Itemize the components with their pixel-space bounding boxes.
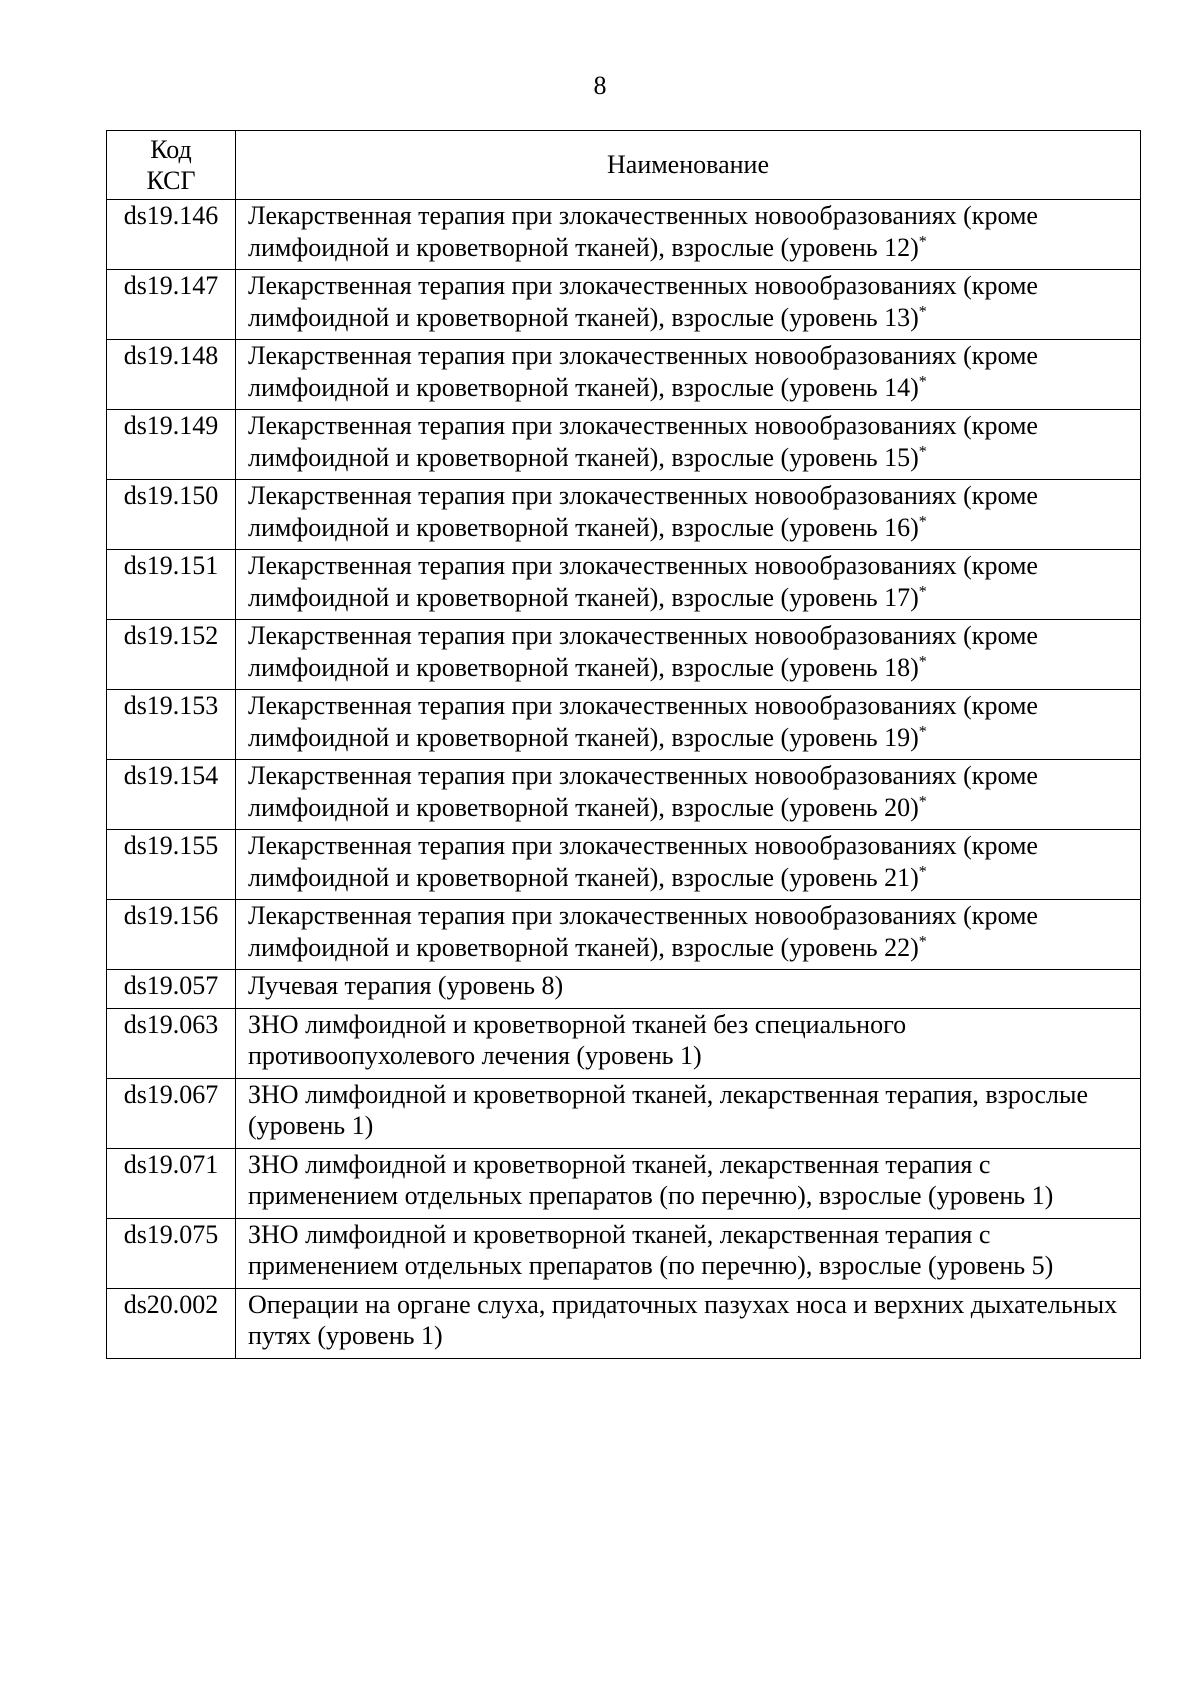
ksg-code-cell: ds20.002 (107, 1288, 236, 1358)
table-row (107, 900, 1141, 970)
page-number: 8 (593, 71, 607, 100)
ksg-code-cell: ds19.150 (107, 480, 236, 550)
table-row (107, 1008, 1141, 1078)
ksg-name-cell (236, 480, 1141, 550)
ksg-code-cell: ds19.075 (107, 1218, 236, 1288)
ksg-name-text: Операции на органе слуха, придаточных пазухах носа и верхних дыхательных путях (уровень 1) (248, 1289, 1118, 1350)
ksg-name-text: Лекарственная терапия при злокачественных новообразованиях (кроме лимфоидной и кроветворной тканей), взрослые (уровень 16) (248, 481, 1038, 542)
ksg-name-cell (236, 550, 1141, 620)
ksg-name-cell (236, 410, 1141, 480)
code-column-header (107, 131, 236, 200)
table-body (107, 200, 1141, 1359)
footnote-mark: * (918, 862, 927, 880)
table-row (107, 830, 1141, 900)
ksg-name-cell (236, 1148, 1141, 1218)
ksg-name-text: ЗНО лимфоидной и кроветворной тканей без специального противоопухолевого лечения (уровень 1) (248, 1009, 907, 1070)
table-row (107, 550, 1141, 620)
ksg-name-cell (236, 200, 1141, 270)
table-row (107, 760, 1141, 830)
footnote-mark: * (918, 652, 927, 670)
table-row (107, 970, 1141, 1009)
ksg-name-cell (236, 1078, 1141, 1148)
footnote-mark: * (918, 372, 927, 390)
ksg-code-cell: ds19.152 (107, 620, 236, 690)
ksg-name-cell (236, 760, 1141, 830)
ksg-name-text: ЗНО лимфоидной и кроветворной тканей, лекарственная терапия с применением отдельных препаратов (по перечню), взрослые (уровень 1) (248, 1149, 1054, 1210)
footnote-mark: * (918, 512, 927, 530)
ksg-code-cell: ds19.071 (107, 1148, 236, 1218)
ksg-code-cell: ds19.149 (107, 410, 236, 480)
table-row (107, 1078, 1141, 1148)
ksg-name-text: Лекарственная терапия при злокачественных новообразованиях (кроме лимфоидной и кроветворной тканей), взрослые (уровень 12) (248, 201, 1038, 262)
footnote-mark: * (918, 232, 927, 250)
ksg-code-cell: ds19.146 (107, 200, 236, 270)
ksg-name-text: Лекарственная терапия при злокачественных новообразованиях (кроме лимфоидной и кроветворной тканей), взрослые (уровень 21) (248, 831, 1038, 892)
ksg-name-cell (236, 690, 1141, 760)
ksg-name-cell (236, 900, 1141, 970)
footnote-mark: * (918, 792, 927, 810)
ksg-code-cell: ds19.156 (107, 900, 236, 970)
ksg-name-text: Лекарственная терапия при злокачественных новообразованиях (кроме лимфоидной и кроветворной тканей), взрослые (уровень 18) (248, 621, 1038, 682)
ksg-name-cell (236, 270, 1141, 340)
ksg-code-cell: ds19.154 (107, 760, 236, 830)
table-row (107, 270, 1141, 340)
table-row (107, 410, 1141, 480)
ksg-name-text: Лучевая терапия (уровень 8) (248, 971, 564, 1000)
table-row (107, 1148, 1141, 1218)
code-header-line2: КСГ (146, 166, 196, 195)
table-row (107, 480, 1141, 550)
footnote-mark: * (918, 722, 927, 740)
footnote-mark: * (918, 582, 927, 600)
ksg-code-cell: ds19.151 (107, 550, 236, 620)
ksg-name-cell (236, 620, 1141, 690)
table-header-row (107, 131, 1141, 200)
ksg-code-cell: ds19.063 (107, 1008, 236, 1078)
ksg-table (106, 130, 1141, 1359)
ksg-code-cell: ds19.057 (107, 970, 236, 1009)
ksg-code-cell: ds19.067 (107, 1078, 236, 1148)
table-row (107, 200, 1141, 270)
footnote-mark: * (918, 442, 927, 460)
ksg-name-cell (236, 830, 1141, 900)
ksg-name-text: Лекарственная терапия при злокачественных новообразованиях (кроме лимфоидной и кроветворной тканей), взрослые (уровень 17) (248, 551, 1038, 612)
ksg-name-cell (236, 1288, 1141, 1358)
footnote-mark: * (918, 932, 927, 950)
ksg-name-cell (236, 1218, 1141, 1288)
table-row (107, 1288, 1141, 1358)
table-row (107, 1218, 1141, 1288)
ksg-name-text: Лекарственная терапия при злокачественных новообразованиях (кроме лимфоидной и кроветворной тканей), взрослые (уровень 14) (248, 341, 1038, 402)
ksg-name-text: Лекарственная терапия при злокачественных новообразованиях (кроме лимфоидной и кроветворной тканей), взрослые (уровень 22) (248, 901, 1038, 962)
ksg-name-cell (236, 970, 1141, 1009)
name-column-header: Наименование (236, 131, 1141, 200)
code-header-line1: Код (150, 134, 192, 164)
table-row (107, 340, 1141, 410)
ksg-name-text: Лекарственная терапия при злокачественных новообразованиях (кроме лимфоидной и кроветворной тканей), взрослые (уровень 20) (248, 761, 1038, 822)
ksg-name-cell (236, 340, 1141, 410)
footnote-mark: * (918, 302, 927, 320)
ksg-code-cell: ds19.147 (107, 270, 236, 340)
ksg-name-cell (236, 1008, 1141, 1078)
ksg-code-cell: ds19.148 (107, 340, 236, 410)
table-row (107, 620, 1141, 690)
table-row (107, 690, 1141, 760)
ksg-code-cell: ds19.153 (107, 690, 236, 760)
ksg-name-text: Лекарственная терапия при злокачественных новообразованиях (кроме лимфоидной и кроветворной тканей), взрослые (уровень 13) (248, 271, 1038, 332)
ksg-code-cell: ds19.155 (107, 830, 236, 900)
ksg-name-text: ЗНО лимфоидной и кроветворной тканей, лекарственная терапия, взрослые (уровень 1) (248, 1079, 1089, 1140)
ksg-name-text: Лекарственная терапия при злокачественных новообразованиях (кроме лимфоидной и кроветворной тканей), взрослые (уровень 15) (248, 411, 1038, 472)
ksg-name-text: ЗНО лимфоидной и кроветворной тканей, лекарственная терапия с применением отдельных препаратов (по перечню), взрослые (уровень 5) (248, 1219, 1054, 1280)
ksg-name-text: Лекарственная терапия при злокачественных новообразованиях (кроме лимфоидной и кроветворной тканей), взрослые (уровень 19) (248, 691, 1038, 752)
